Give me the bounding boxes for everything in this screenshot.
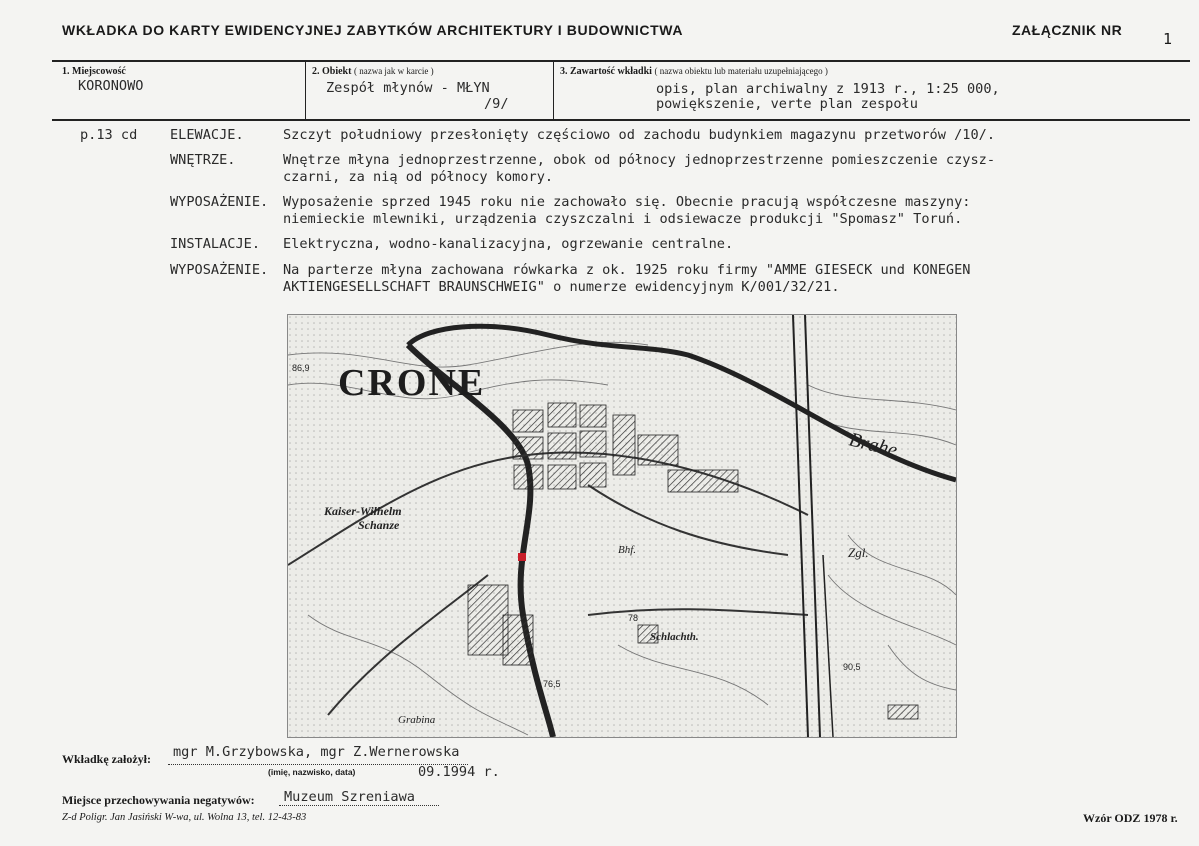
- header-rule-bottom: [52, 119, 1190, 121]
- wyposazenie-term-2: WYPOSAŻENIE.: [170, 262, 269, 278]
- mill-marker: [518, 553, 526, 561]
- contents-value-line1: opis, plan archiwalny z 1913 r., 1:25 000,: [656, 81, 1000, 97]
- locality-value: KORONOWO: [78, 78, 144, 94]
- map-label-fort: Kaiser-Wilhelm: [324, 504, 402, 518]
- created-date: 09.1994 r.: [418, 764, 500, 780]
- negatives-value: Muzeum Szreniawa: [284, 789, 415, 805]
- instalacje-line-1: Elektryczna, wodno-kanalizacyjna, ogrzewanie centralne.: [283, 236, 734, 252]
- header-rule-top: [52, 60, 1190, 62]
- map-drawing: [288, 315, 956, 737]
- field-divider-1: [305, 61, 306, 119]
- created-by-value: mgr M.Grzybowska, mgr Z.Wernerowska: [173, 744, 460, 760]
- card-title: WKŁADKA DO KARTY EWIDENCYJNEJ ZABYTKÓW ARCHITEKTURY I BUDOWNICTWA: [62, 22, 684, 38]
- contents-label-note: ( nazwa obiektu lub materiału uzupełniającego ): [654, 66, 828, 76]
- locality-label: 1. Miejscowość: [62, 66, 126, 77]
- object-label-note: ( nazwa jak w karcie ): [353, 66, 434, 76]
- page-reference: p.13 cd: [80, 127, 138, 143]
- wnetrze-line-1: Wnętrze młyna jednoprzestrzenne, obok od północy jednoprzestrzenne pomieszczenie czysz-: [283, 152, 996, 168]
- created-by-note: (imię, nazwisko, data): [268, 767, 356, 777]
- wyposazenie-1-line-1: Wyposażenie sprzed 1945 roku nie zachowało się. Obecnie pracują współczesne maszyny:: [283, 194, 971, 210]
- form-model: Wzór ODZ 1978 r.: [1083, 811, 1178, 825]
- printer-imprint: Z-d Poligr. Jan Jasiński W-wa, ul. Wolna 13, tel. 12-43-83: [62, 812, 307, 823]
- created-by-label: Wkładkę założył:: [62, 752, 151, 766]
- object-value-line2: /9/: [484, 96, 509, 112]
- wyposazenie-2-line-2: AKTIENGESELLSCHAFT BRAUNSCHWEIG" o numerze ewidencyjnym K/001/32/21.: [283, 279, 840, 295]
- map-label-elev-3: 90,5: [843, 662, 861, 672]
- contents-label-main: 3. Zawartość wkładki: [560, 66, 652, 77]
- map-label-town: CRONE: [338, 362, 486, 404]
- elewacje-term: ELEWACJE.: [170, 127, 244, 143]
- map-label-station: Bhf.: [618, 544, 637, 556]
- contents-label: [560, 66, 828, 77]
- map-label-graben: Grabina: [398, 714, 436, 726]
- map-label-fort-2: Schanze: [358, 518, 400, 532]
- archival-town-map: [287, 314, 957, 738]
- object-label-main: 2. Obiekt: [312, 66, 352, 77]
- object-label: [312, 66, 434, 77]
- instalacje-term: INSTALACJE.: [170, 236, 261, 252]
- map-label-river: Brahe: [846, 428, 900, 462]
- wyposazenie-term-1: WYPOSAŻENIE.: [170, 194, 269, 210]
- attachment-label: ZAŁĄCZNIK NR: [1012, 22, 1123, 38]
- negatives-label: Miejsce przechowywania negatywów:: [62, 793, 255, 807]
- object-value-line1: Zespół młynów - MŁYN: [326, 80, 490, 96]
- map-label-elev-2: 76,5: [543, 679, 561, 689]
- map-label-elev-1: 78: [628, 613, 639, 623]
- map-label-elev-4: 86,9: [292, 363, 310, 373]
- contents-value-line2: powiększenie, verte plan zespołu: [656, 96, 918, 112]
- attachment-number: 1: [1163, 30, 1173, 48]
- wyposazenie-2-line-1: Na parterze młyna zachowana rówkarka z ok. 1925 roku firmy "AMME GIESECK und KONEGEN: [283, 262, 971, 278]
- wyposazenie-1-line-2: niemieckie mlewniki, urządzenia czyszczalni i odsiewacze produkcji "Spomasz" Toruń.: [283, 211, 963, 227]
- map-label-slaughterhouse: Schlachth.: [650, 631, 699, 643]
- negatives-dotted-line: [279, 805, 439, 806]
- elewacje-line-1: Szczyt południowy przesłonięty częściowo od zachodu budynkiem magazynu przetworów /10/.: [283, 127, 996, 143]
- wnetrze-term: WNĘTRZE.: [170, 152, 236, 168]
- wnetrze-line-2: czarni, za nią od północy komory.: [283, 169, 554, 185]
- field-divider-2: [553, 61, 554, 119]
- map-label-ziegelei: Zgl.: [848, 545, 869, 560]
